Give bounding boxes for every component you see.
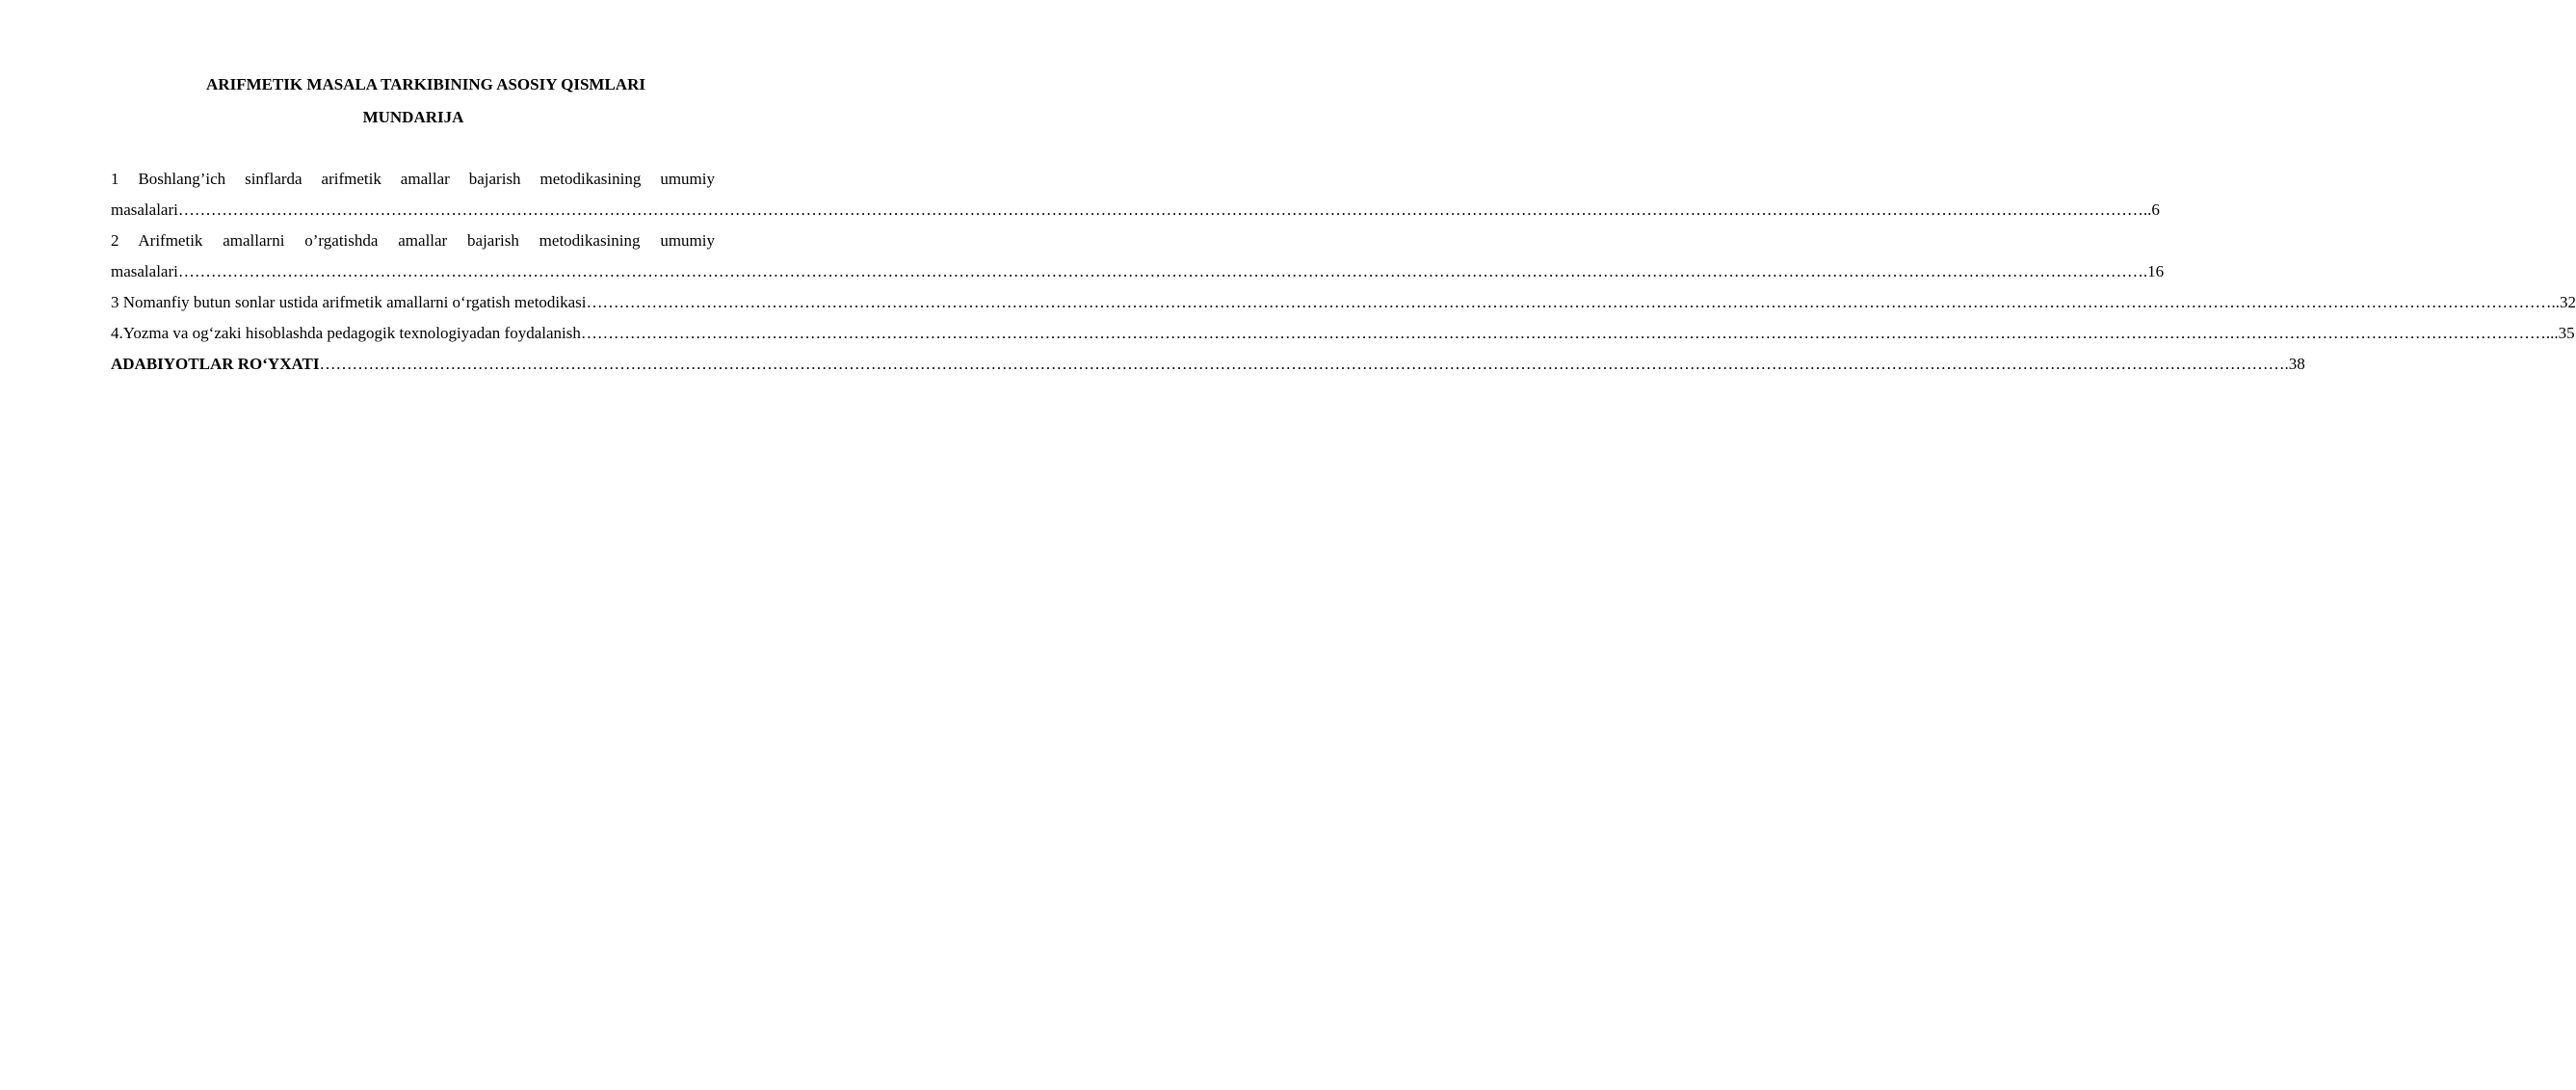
- toc-item-1-line-2[interactable]: [111, 198, 2160, 228]
- table-of-contents: [111, 167, 2576, 383]
- dot-leader: ………………………………………………………………………………………………………………………………………………………………………………………………………………………………………………………………………………………………………………………………: [177, 262, 2143, 280]
- toc-heading: MUNDARIJA: [362, 108, 464, 126]
- toc-item-5-page: .38: [2284, 355, 2305, 373]
- toc-item-5[interactable]: [111, 352, 2305, 383]
- dot-leader: ………………………………………………………………………………………………………………………………………………………………………………………………………………………………………………………………………………………………………………………………: [319, 355, 2285, 373]
- dot-leader: ………………………………………………………………………………………………………………………………………………………………………………………………………………………………………………………………………………………………………………………………: [586, 293, 2552, 311]
- toc-item-3-page: ..32: [2551, 293, 2576, 311]
- toc-item-2-line-1: 2 Arifmetik amallarni o’rgatishda amallar bajarish metodikasining umumiy: [111, 231, 715, 250]
- dot-leader: ………………………………………………………………………………………………………………………………………………………………………………………………………………………………………………………………………………………………………………………………: [580, 324, 2546, 342]
- toc-item-5-text: ADABIYOTLAR RO‘YXATI: [111, 355, 320, 373]
- document-title: ARIFMETIK MASALA TARKIBINING ASOSIY QISMLARI: [206, 75, 645, 93]
- toc-item-3-text: 3 Nomanfiy butun sonlar ustida arifmetik amallarni o‘rgatish metodikasi: [111, 293, 587, 311]
- toc-item-4-text: 4.Yozma va og‘zaki hisoblashda pedagogik texnologiyadan foydalanish: [111, 324, 581, 342]
- toc-item-4-page: ...35: [2545, 324, 2575, 342]
- toc-item-2-text: masalalari: [111, 262, 178, 280]
- toc-item-1-text: masalalari: [111, 200, 178, 219]
- toc-item-2-line-2[interactable]: [111, 259, 2165, 290]
- dot-leader: ………………………………………………………………………………………………………………………………………………………………………………………………………………………………………………………………………………………………………………………………: [177, 200, 2143, 219]
- toc-item-3[interactable]: [111, 290, 2576, 321]
- toc-item-1-page: ..6: [2142, 200, 2160, 219]
- toc-item-4[interactable]: [111, 321, 2575, 352]
- toc-item-1-line-1: 1 Boshlang’ich sinflarda arifmetik amallar bajarish metodikasining umumiy: [111, 170, 715, 188]
- toc-item-2-page: .16: [2142, 262, 2165, 280]
